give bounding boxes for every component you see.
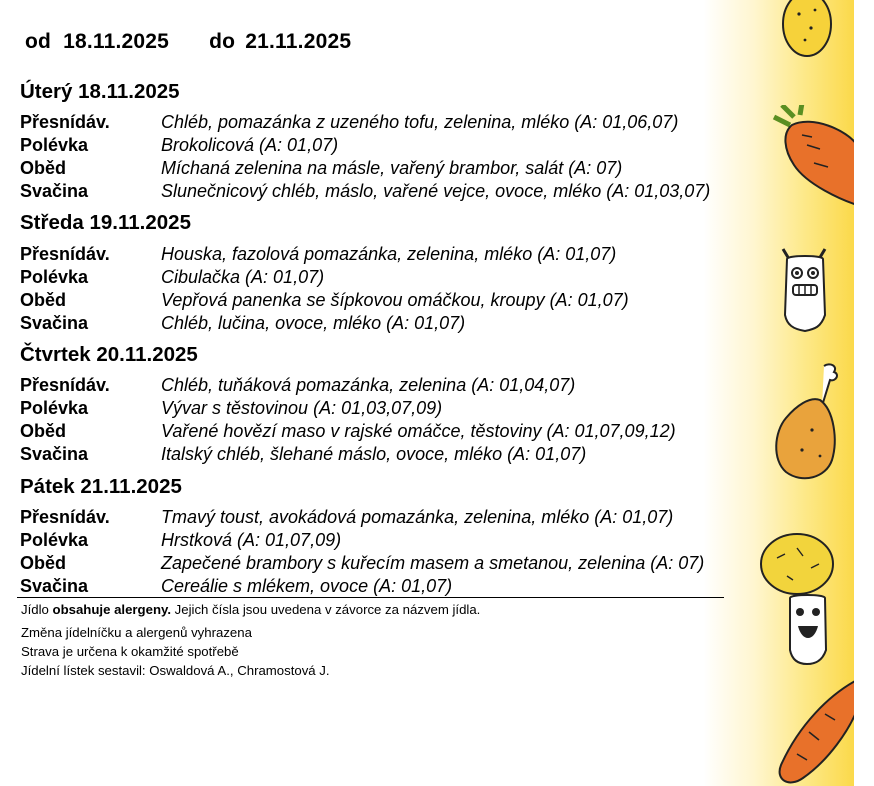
meal-text: Cereálie s mlékem, ovoce (A: 01,07)	[161, 576, 453, 596]
note-bold: obsahuje alergeny.	[52, 602, 172, 617]
menu-page	[17, 0, 854, 786]
date-range	[25, 30, 351, 54]
from-date: 18.11.2025	[63, 30, 170, 53]
meal-label: Polévka	[20, 530, 89, 550]
meal-text: Zapečené brambory s kuřecím masem a smetanou, zelenina (A: 07)	[161, 553, 705, 573]
meal-label: Přesnídáv.	[20, 507, 110, 527]
day-title: Pátek 21.11.2025	[20, 475, 182, 498]
meal-label: Svačina	[20, 313, 89, 333]
meal-text: Vývar s těstovinou (A: 01,03,07,09)	[161, 398, 443, 418]
meal-label: Polévka	[20, 398, 89, 418]
lemon-icon	[757, 528, 837, 598]
allergen-note	[21, 602, 480, 617]
meal-text: Slunečnicový chléb, máslo, vařené vejce, ovoce, mléko (A: 01,03,07)	[161, 181, 711, 201]
author-note: Jídelní lístek sestavil: Oswaldová A., Chramostová J.	[21, 663, 330, 678]
carrot-icon	[772, 105, 854, 210]
lemon-icon	[777, 0, 837, 60]
meal-label: Přesnídáv.	[20, 112, 110, 132]
meal-text: Brokolicová (A: 01,07)	[161, 135, 339, 155]
meal-text: Hrstková (A: 01,07,09)	[161, 530, 342, 550]
to-date: 21.11.2025	[245, 30, 352, 53]
meal-text: Chléb, lučina, ovoce, mléko (A: 01,07)	[161, 313, 466, 333]
monster-icon	[775, 245, 835, 335]
from-label: od	[25, 30, 52, 53]
meal-text: Tmavý toust, avokádová pomazánka, zelenina, mléko (A: 01,07)	[161, 507, 674, 527]
day-title: Středa 19.11.2025	[20, 211, 191, 234]
note-text: Jejich čísla jsou uvedena v závorce za názvem jídla.	[171, 602, 481, 617]
meal-text: Houska, fazolová pomazánka, zelenina, mléko (A: 01,07)	[161, 244, 617, 264]
chicken-leg-icon	[772, 360, 847, 485]
meal-label: Oběd	[20, 553, 67, 573]
meal-label: Svačina	[20, 444, 89, 464]
day-title: Úterý 18.11.2025	[20, 80, 180, 103]
meal-label: Svačina	[20, 576, 89, 596]
to-label: do	[209, 30, 236, 53]
meal-text: Chléb, pomazánka z uzeného tofu, zelenina, mléko (A: 01,06,07)	[161, 112, 679, 132]
meal-text: Italský chléb, šlehané máslo, ovoce, mléko (A: 01,07)	[161, 444, 587, 464]
meal-label: Přesnídáv.	[20, 375, 110, 395]
day-title: Čtvrtek 20.11.2025	[20, 343, 198, 366]
meal-label: Přesnídáv.	[20, 244, 110, 264]
note-text: Jídlo	[21, 602, 53, 617]
divider	[17, 597, 724, 598]
carrot-icon	[769, 670, 854, 786]
meal-text: Míchaná zelenina na másle, vařený brambor, salát (A: 07)	[161, 158, 623, 178]
meal-label: Polévka	[20, 135, 89, 155]
consumption-note: Strava je určena k okamžité spotřebě	[21, 644, 239, 659]
meal-text: Vařené hovězí maso v rajské omáčce, těstoviny (A: 01,07,09,12)	[161, 421, 676, 441]
meal-text: Cibulačka (A: 01,07)	[161, 267, 325, 287]
meal-text: Vepřová panenka se šípkovou omáčkou, kroupy (A: 01,07)	[161, 290, 629, 310]
meal-label: Oběd	[20, 421, 67, 441]
meal-label: Oběd	[20, 290, 67, 310]
meal-label: Svačina	[20, 181, 89, 201]
monster-icon	[780, 592, 835, 667]
meal-label: Oběd	[20, 158, 67, 178]
change-note: Změna jídelníčku a alergenů vyhrazena	[21, 625, 252, 640]
meal-text: Chléb, tuňáková pomazánka, zelenina (A: 01,04,07)	[161, 375, 576, 395]
meal-label: Polévka	[20, 267, 89, 287]
